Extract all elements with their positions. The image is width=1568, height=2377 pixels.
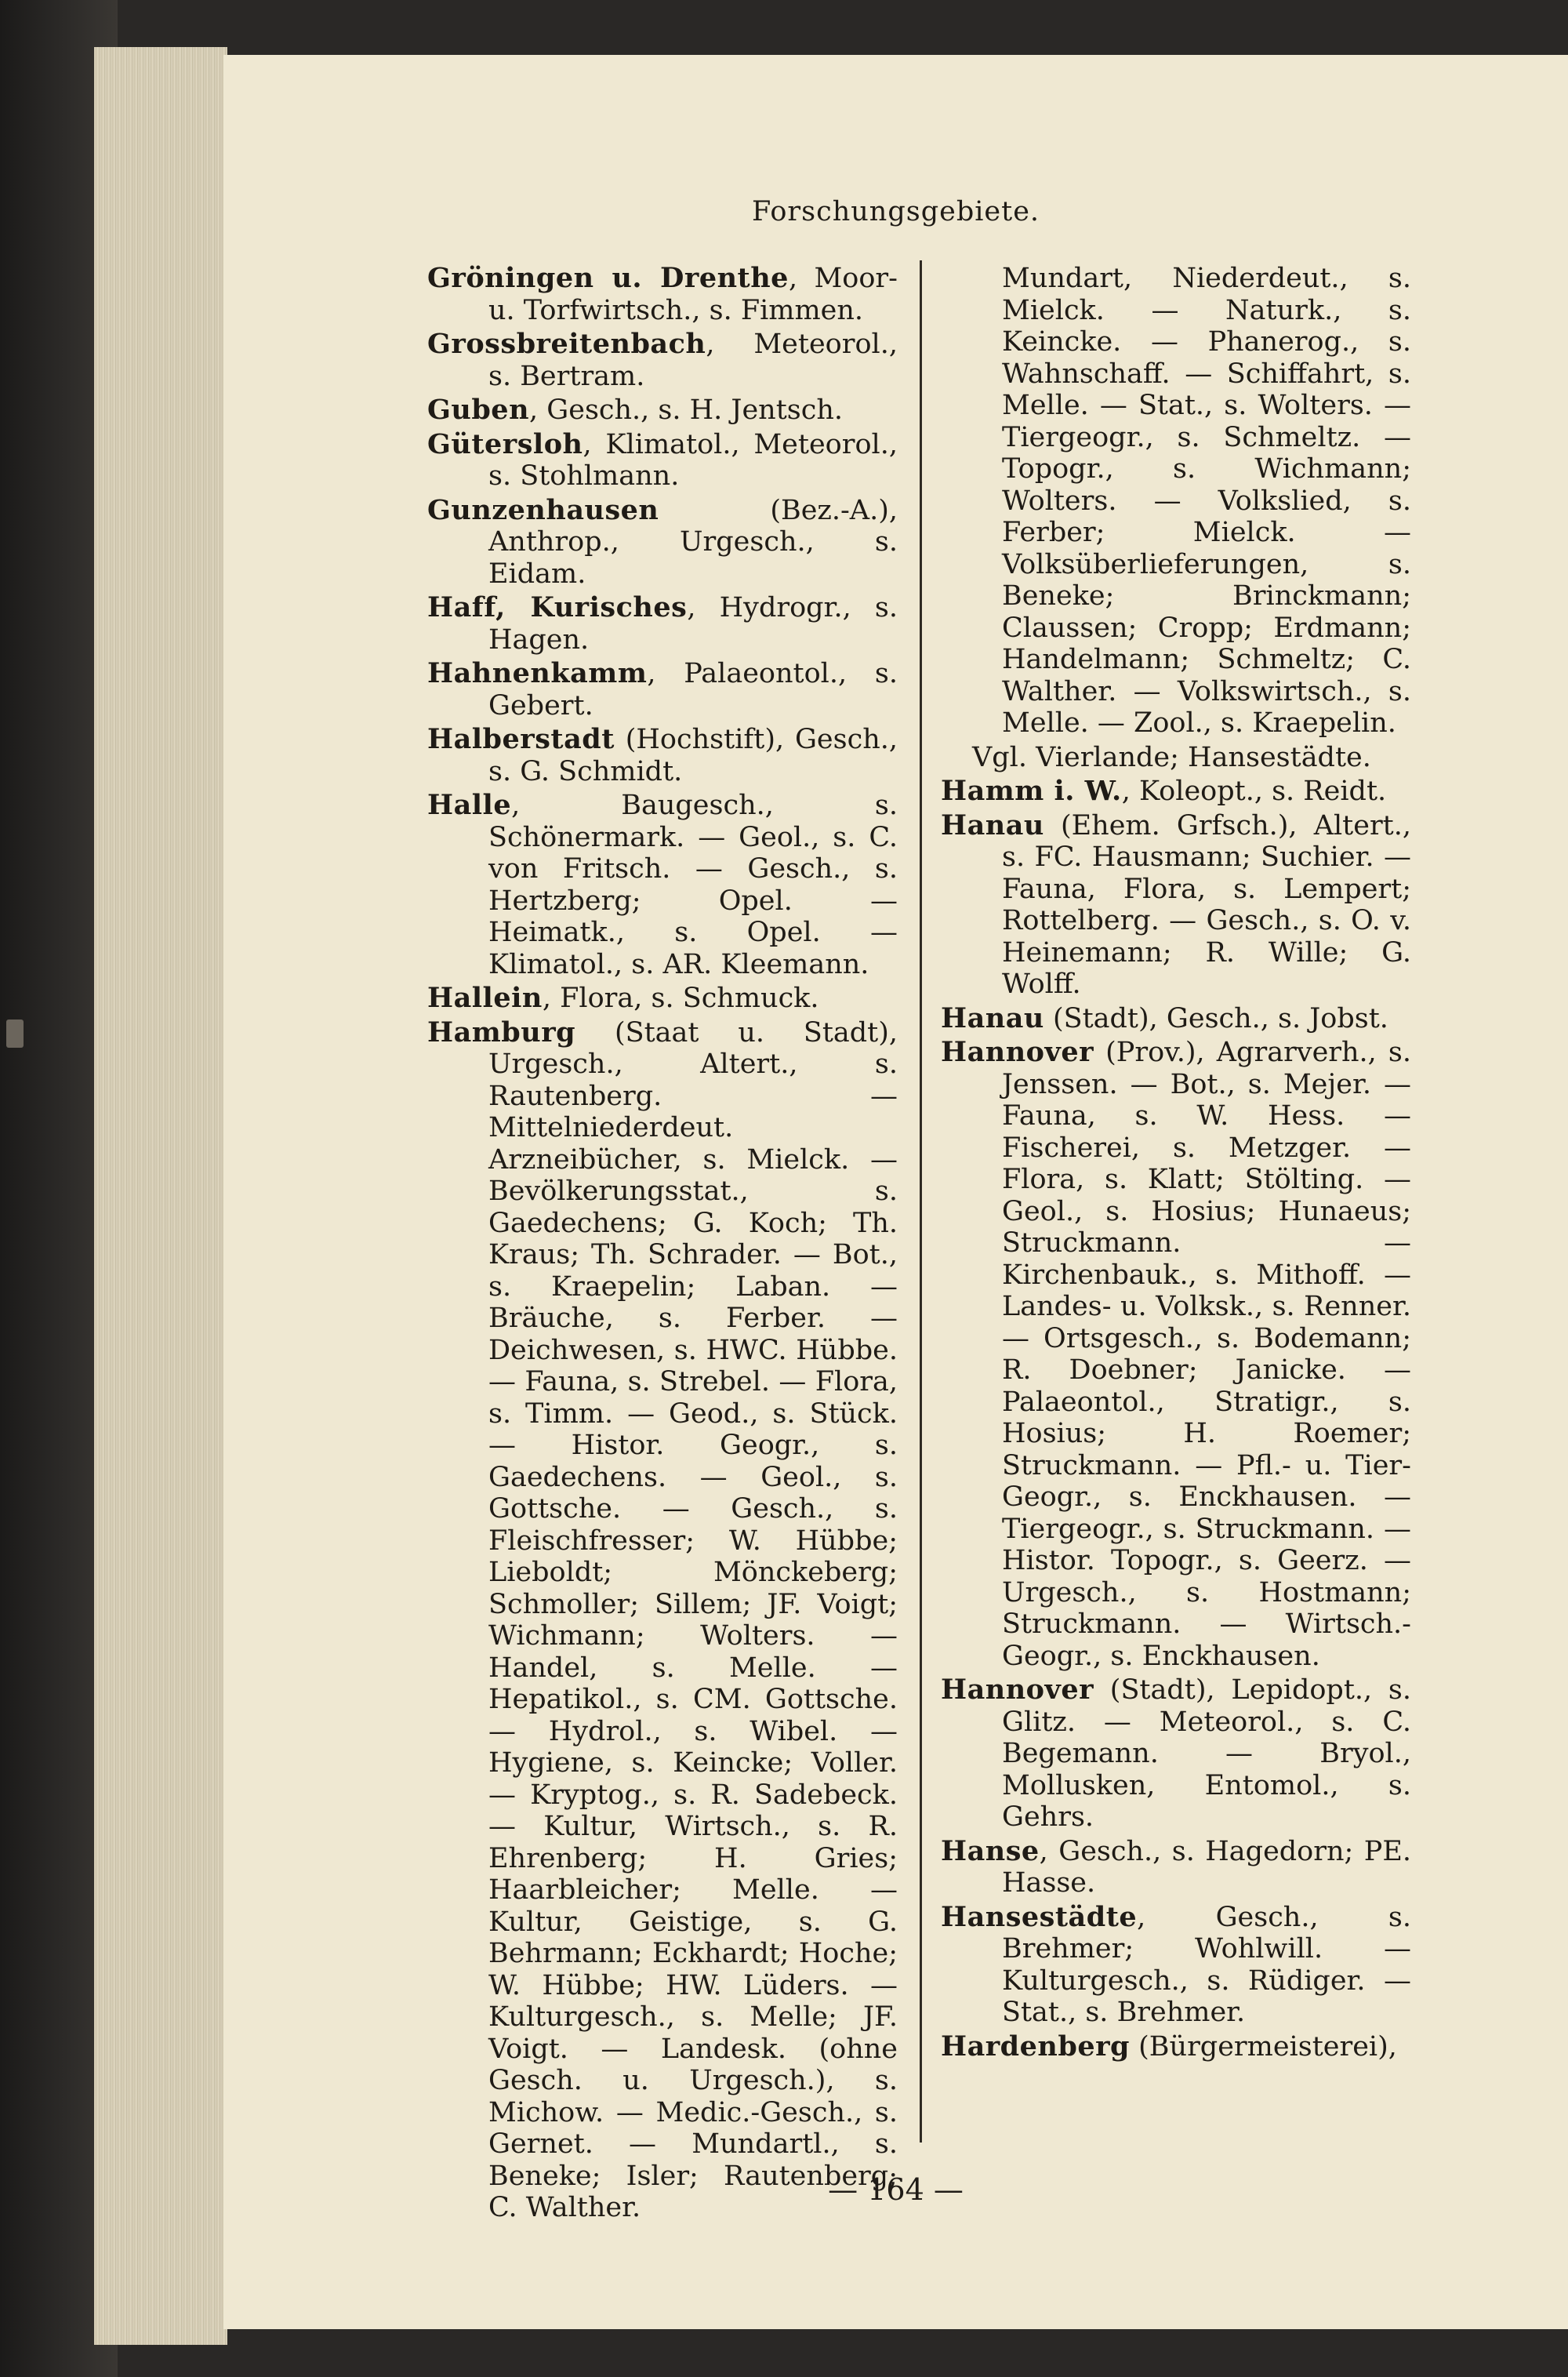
entry-heading: Grossbreitenbach: [427, 328, 706, 360]
left-column: [427, 263, 898, 2226]
entry-heading: Halle: [427, 789, 512, 821]
entry-heading: Hanse: [941, 1834, 1040, 1867]
index-entry: [427, 1017, 898, 2224]
index-entry: [427, 429, 898, 492]
entry-heading: Gunzenhausen: [427, 493, 659, 526]
index-entry: [941, 1902, 1411, 2029]
entry-text: (Staat u. Stadt), Urgesch., Altert., s. Rautenberg. — Mittelniederdeut. Arzneibücher, s. Mielck. — Bevölkerungsstat., s. Gaedechens; G. Koch; Th. Kraus; Th. Schrader. — Bot., s. Kraepelin; Laban. — Bräuche, s. Ferber. — Deichwesen, s. HWC. Hübbe. — Fauna, s. Strebel. — Flora, s. Timm. — Geod., s. Stück. — Histor. Geogr., s. Gaedechens. — Geol., s. Gottsche. — Gesch., s. Fleischfresser; W. Hübbe; Lieboldt; Mönckeberg; Schmoller; Sillem; JF. Voigt; Wichmann; Wolters. — Handel, s. Melle. — Hepatikol., s. CM. Gottsche. — Hydrol., s. Wibel. — Hygiene, s. Keincke; Voller. — Kryptog., s. R. Sadebeck. — Kultur, Wirtsch., s. R. Ehrenberg; H. Gries; Haarbleicher; Melle. — Kultur, Geistige, s. G. Behrmann; Eckhardt; Hoche; W. Hübbe; HW. Lüders. — Kulturgesch., s. Melle; JF. Voigt. — Landesk. (ohne Gesch. u. Urgesch.), s. Michow. — Medic.-Gesch., s. Gernet. — Mundartl., s. Beneke; Isler; Rautenberg; C. Walther.: [488, 1016, 898, 2223]
entry-heading: Hannover: [941, 1674, 1094, 1706]
entry-text: (Bez.-A.), Anthrop., Urgesch., s. Eidam.: [488, 494, 898, 590]
index-entry: [941, 2031, 1411, 2063]
entry-heading: Hanau: [941, 809, 1044, 841]
index-entry: [427, 592, 898, 656]
entry-text: (Ehem. Grfsch.), Altert., s. FC. Hausmann; Suchier. — Fauna, Flora, s. Lempert; Rottelberg. — Gesch., s. O. v. Heinemann; R. Wille; G. Wolff.: [1002, 809, 1411, 1000]
entry-heading: Hallein: [427, 982, 543, 1014]
entry-text: (Stadt), Gesch., s. Jobst.: [1044, 1002, 1388, 1034]
entry-text: (Hochstift), Gesch., s. G. Schmidt.: [488, 724, 898, 787]
page-stack-edges: [94, 47, 227, 2345]
entry-heading: Hansestädte: [941, 1900, 1138, 1933]
index-entry: [941, 1674, 1411, 1834]
index-entry: [427, 658, 898, 721]
index-entry: [427, 394, 898, 427]
entry-heading: Guben: [427, 394, 530, 426]
entry-text: , Moor- u. Torfwirtsch., s. Fimmen.: [488, 263, 898, 326]
continued-entry-text: Mundart, Niederdeut., s. Mielck. — Naturk., s. Keincke. — Phanerog., s. Wahnschaff. — Schiffahrt, s. Melle. — Stat., s. Wolters. — Tiergeogr., s. Schmeltz. — Topogr., s. Wichmann; Wolters. — Volkslied, s. Ferber; Mielck. — Volksüberlieferungen, s. Beneke; Brinckmann; Claussen; Cropp; Erdmann; Handelmann; Schmeltz; C. Walther. — Volkswirtsch., s. Melle. — Zool., s. Kraepelin.: [1002, 263, 1411, 739]
entry-text: , Gesch., s. H. Jentsch.: [529, 394, 844, 426]
column-rule: [920, 260, 922, 2143]
index-entry: [941, 810, 1411, 1001]
entry-text: , Gesch., s. Brehmer; Wohlwill. — Kulturgesch., s. Rüdiger. — Stat., s. Brehmer.: [1002, 1901, 1411, 2028]
entry-text: , Koleopt., s. Reidt.: [1121, 776, 1387, 807]
index-entry: [941, 776, 1411, 808]
index-entry: [941, 1037, 1411, 1672]
index-entry: [427, 724, 898, 787]
page-number: — 164 —: [828, 2172, 964, 2207]
entry-text: , Meteorol., s. Bertram.: [488, 329, 898, 392]
entry-heading: Hannover: [941, 1036, 1094, 1068]
entry-text: , Palaeontol., s. Gebert.: [488, 658, 898, 721]
running-header: Forschungsgebiete.: [751, 196, 1040, 227]
entry-heading: Hardenberg: [941, 2030, 1131, 2063]
binding-clasp: [6, 1019, 24, 1048]
index-entry: [941, 1836, 1411, 1899]
entry-heading: Hamm i. W.: [941, 775, 1122, 807]
entry-heading: Gütersloh: [427, 427, 583, 460]
cross-reference: Vgl. Vierlande; Hansestädte.: [972, 741, 1371, 773]
index-entry: [427, 495, 898, 591]
entry-text: , Flora, s. Schmuck.: [542, 983, 819, 1014]
entry-text: , Klimatol., Meteorol., s. Stohlmann.: [488, 428, 898, 492]
entry-heading: Gröningen u. Drenthe: [427, 262, 789, 294]
entry-text: (Prov.), Agrarverh., s. Jenssen. — Bot., s. Mejer. — Fauna, s. W. Hess. — Fischerei, s. Metzger. — Flora, s. Klatt; Stölting. — Geol., s. Hosius; Hunaeus; Struckmann. — Kirchenbauk., s. Mithoff. — Landes- u. Volksk., s. Renner. — Ortsgesch., s. Bodemann; R. Doebner; Janicke. — Palaeontol., Stratigr., s. Hosius; H. Roemer; Struckmann. — Pfl.- u. Tier-Geogr., s. Enckhausen. — Tiergeogr., s. Struckmann. — Histor. Topogr., s. Geerz. — Urgesch., s. Hostmann; Struckmann. — Wirtsch.-Geogr., s. Enckhausen.: [1002, 1037, 1411, 1672]
index-entry: [941, 1003, 1411, 1035]
entry-heading: Hanau: [941, 1001, 1044, 1034]
entry-text: , Baugesch., s. Schönermark. — Geol., s. C. von Fritsch. — Gesch., s. Hertzberg; Opel. — Heimatk., s. Opel. — Klimatol., s. AR. Kleemann.: [488, 790, 898, 980]
index-entry: [427, 983, 898, 1015]
entry-heading: Halberstadt: [427, 723, 615, 755]
index-entry: [427, 329, 898, 392]
entry-heading: Hamburg: [427, 1016, 576, 1049]
index-entry: [427, 790, 898, 980]
entry-text: (Bürgermeisterei),: [1130, 2030, 1397, 2063]
book-page: [223, 55, 1568, 2329]
entry-heading: Haff, Kurisches: [427, 591, 688, 623]
index-entry: [427, 263, 898, 326]
entry-text: , Hydrogr., s. Hagen.: [488, 592, 898, 656]
entry-heading: Hahnenkamm: [427, 657, 648, 689]
entry-text: (Stadt), Lepidopt., s. Glitz. — Meteorol., s. C. Begemann. — Bryol., Mollusken, Entomol., s. Gehrs.: [1002, 1674, 1411, 1833]
right-column: [941, 263, 1411, 2065]
entry-text: , Gesch., s. Hagedorn; PE. Hasse.: [1002, 1835, 1411, 1899]
